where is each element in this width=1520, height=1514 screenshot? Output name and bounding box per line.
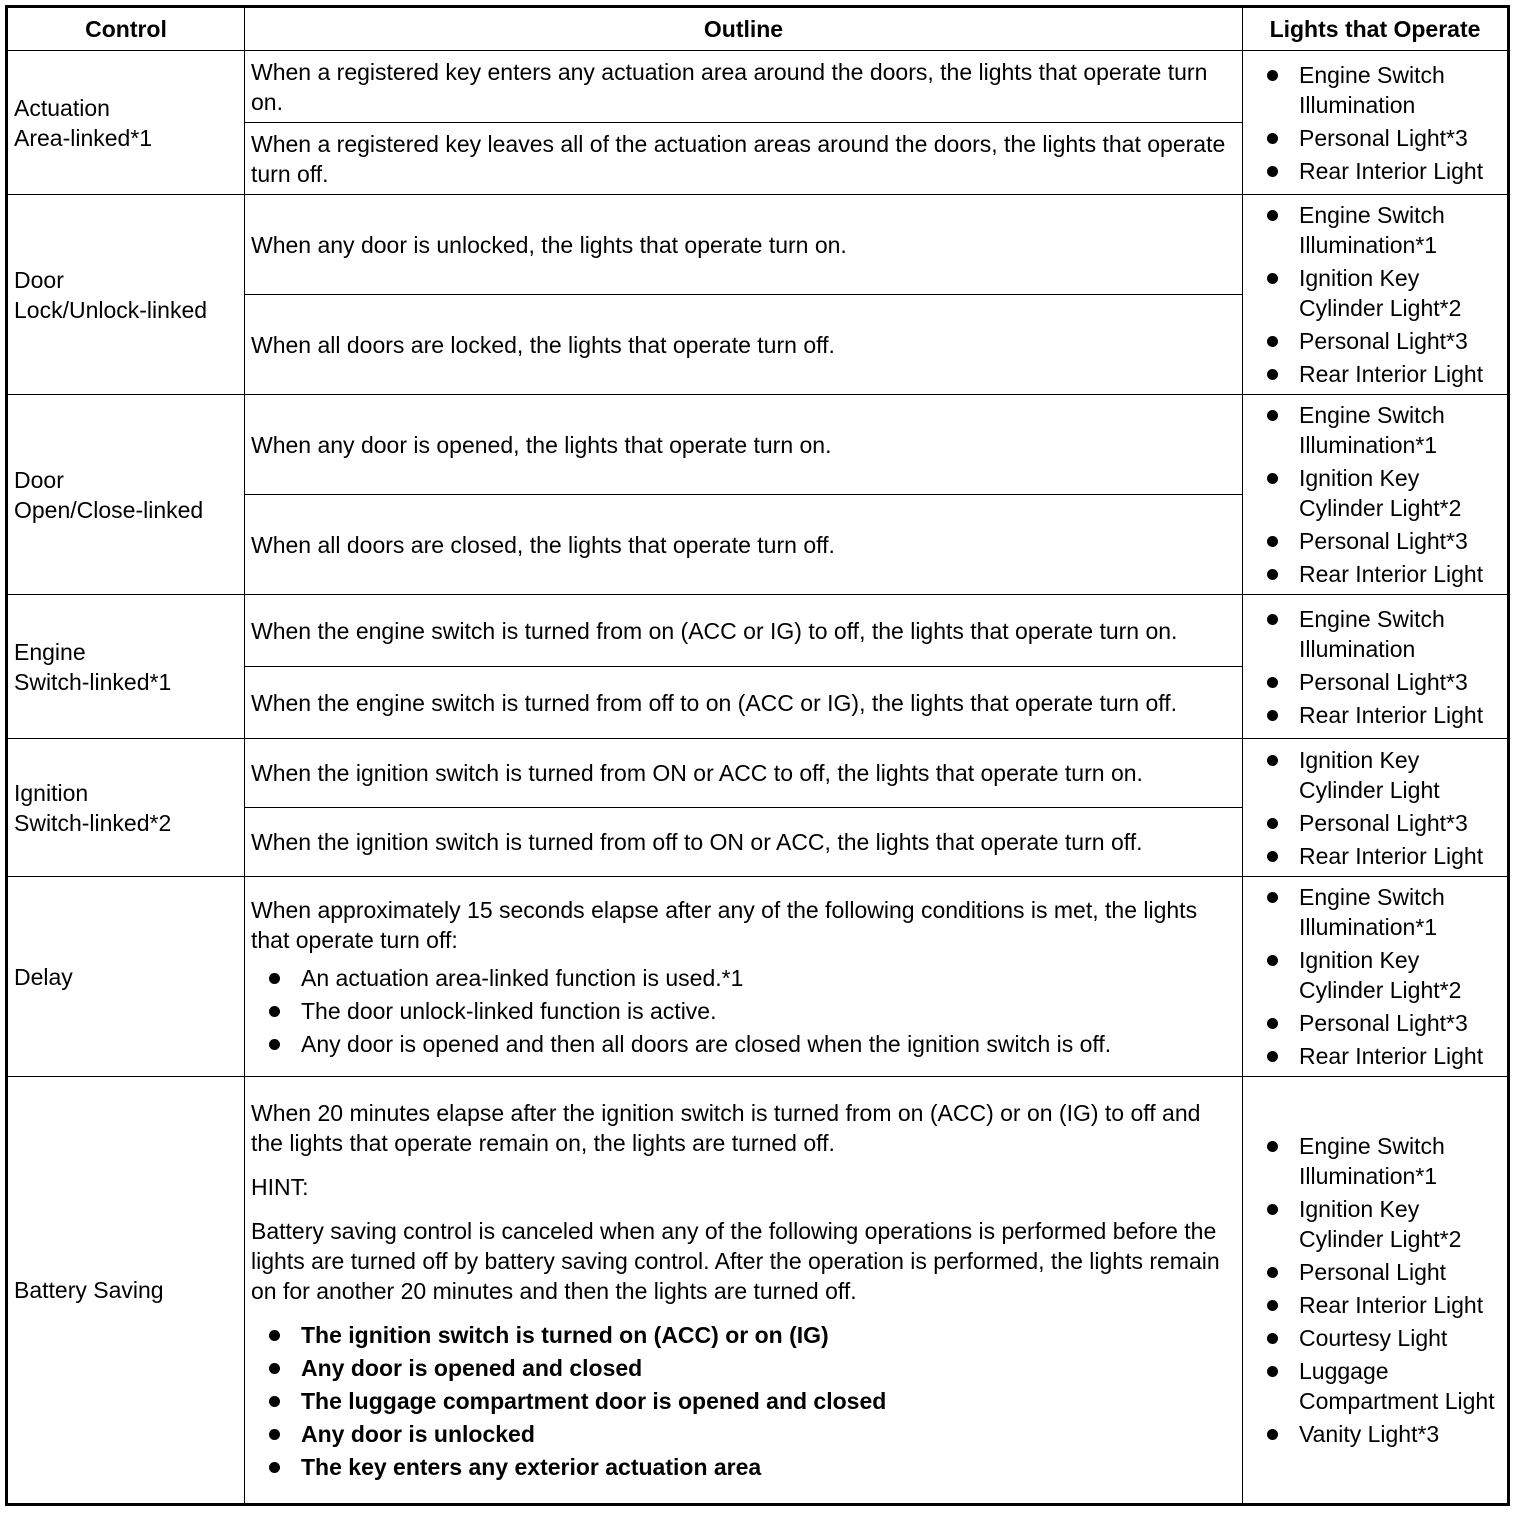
control-label-line: Actuation xyxy=(14,94,110,121)
light-item: Vanity Light*3 xyxy=(1265,1419,1503,1449)
lights-cell xyxy=(1243,739,1509,877)
light-item: Rear Interior Light xyxy=(1265,1290,1503,1320)
operation-item: The key enters any exterior actuation area xyxy=(267,1452,1236,1482)
header-row xyxy=(7,7,1509,51)
outline-cell: When the engine switch is turned from on (ACC or IG) to off, the lights that operate turn on. xyxy=(245,595,1243,667)
lights-cell xyxy=(1243,877,1509,1077)
outline-cell: When the ignition switch is turned from ON or ACC to off, the lights that operate turn on. xyxy=(245,739,1243,808)
battery-hint-text: Battery saving control is canceled when any of the following operations is performed before the lights are turned off by battery saving control. After the operation is performed, the lights remain on for another 20 minutes and then the lights are turned off. xyxy=(251,1218,1220,1304)
light-item: Ignition Key Cylinder Light*2 xyxy=(1265,463,1503,523)
control-cell xyxy=(7,739,245,877)
outline-cell: When a registered key leaves all of the actuation areas around the doors, the lights that operate turn off. xyxy=(245,123,1243,195)
outline-cell: When all doors are locked, the lights that operate turn off. xyxy=(245,295,1243,395)
row-door-open xyxy=(7,395,1509,495)
light-item: Engine Switch Illumination xyxy=(1265,60,1503,120)
row-door-lock xyxy=(7,195,1509,295)
light-item: Personal Light*3 xyxy=(1265,123,1503,153)
light-item: Ignition Key Cylinder Light*2 xyxy=(1265,945,1503,1005)
control-cell xyxy=(7,195,245,395)
hint-label: HINT: xyxy=(251,1174,309,1200)
battery-text: When 20 minutes elapse after the ignition switch is turned from on (ACC) or on (IG) to off and the lights that operate remain on, the lights are turned off. xyxy=(251,1100,1201,1156)
light-item: Courtesy Light xyxy=(1265,1323,1503,1353)
light-item: Ignition Key Cylinder Light xyxy=(1265,745,1503,805)
outline-cell: When the ignition switch is turned from off to ON or ACC, the lights that operate turn off. xyxy=(245,808,1243,877)
header-lights: Lights that Operate xyxy=(1243,7,1509,51)
light-item: Personal Light*3 xyxy=(1265,526,1503,556)
lighting-control-table xyxy=(5,5,1510,1506)
control-cell: Delay xyxy=(7,877,245,1077)
outline-cell: When any door is unlocked, the lights that operate turn on. xyxy=(245,195,1243,295)
control-cell: Battery Saving xyxy=(7,1077,245,1505)
control-label-line: Door xyxy=(14,266,64,293)
header-control: Control xyxy=(7,7,245,51)
outline-cell: When all doors are closed, the lights that operate turn off. xyxy=(245,495,1243,595)
header-outline: Outline xyxy=(245,7,1243,51)
control-label-line: Engine xyxy=(14,638,86,665)
control-label-line: Open/Close-linked xyxy=(14,496,204,523)
light-item: Rear Interior Light xyxy=(1265,841,1503,871)
light-item: Engine Switch Illumination*1 xyxy=(1265,400,1503,460)
delay-text: When approximately 15 seconds elapse after any of the following conditions is met, the lights that operate turn off: xyxy=(251,896,1198,953)
light-item: Personal Light xyxy=(1265,1257,1503,1287)
light-item: Rear Interior Light xyxy=(1265,156,1503,186)
control-label-line: Lock/Unlock-linked xyxy=(14,296,208,323)
control-cell xyxy=(7,51,245,195)
control-label-line: Switch-linked*2 xyxy=(14,809,172,836)
light-item: Engine Switch Illumination*1 xyxy=(1265,882,1503,942)
light-item: Ignition Key Cylinder Light*2 xyxy=(1265,1194,1503,1254)
light-item: Rear Interior Light xyxy=(1265,359,1503,389)
lights-cell xyxy=(1243,51,1509,195)
light-item: Rear Interior Light xyxy=(1265,1041,1503,1071)
light-item: Rear Interior Light xyxy=(1265,700,1503,730)
control-label-line: Door xyxy=(14,466,64,493)
lights-cell xyxy=(1243,595,1509,739)
row-delay xyxy=(7,877,1509,1077)
light-item: Rear Interior Light xyxy=(1265,559,1503,589)
row-ignition-switch xyxy=(7,739,1509,808)
operation-item: Any door is unlocked xyxy=(267,1419,1236,1449)
control-label-line: Ignition xyxy=(14,779,89,806)
outline-cell: When the engine switch is turned from off to on (ACC or IG), the lights that operate turn off. xyxy=(245,667,1243,739)
light-item: Personal Light*3 xyxy=(1265,326,1503,356)
light-item: Personal Light*3 xyxy=(1265,667,1503,697)
light-item: Engine Switch Illumination*1 xyxy=(1265,200,1503,260)
condition-item: An actuation area-linked function is used.*1 xyxy=(267,963,1236,993)
row-engine-switch xyxy=(7,595,1509,667)
operation-item: The luggage compartment door is opened and closed xyxy=(267,1386,1236,1416)
outline-cell: When any door is opened, the lights that operate turn on. xyxy=(245,395,1243,495)
operation-item: Any door is opened and closed xyxy=(267,1353,1236,1383)
light-item: Personal Light*3 xyxy=(1265,808,1503,838)
control-cell xyxy=(7,595,245,739)
condition-item: Any door is opened and then all doors are closed when the ignition switch is off. xyxy=(267,1029,1236,1059)
row-actuation-area xyxy=(7,51,1509,123)
light-item: Personal Light*3 xyxy=(1265,1008,1503,1038)
condition-item: The door unlock-linked function is active. xyxy=(267,996,1236,1026)
outline-cell xyxy=(245,1077,1243,1505)
light-item: Engine Switch Illumination*1 xyxy=(1265,1131,1503,1191)
control-label-line: Area-linked*1 xyxy=(14,124,153,151)
control-label-line: Switch-linked*1 xyxy=(14,668,172,695)
control-cell xyxy=(7,395,245,595)
operation-item: The ignition switch is turned on (ACC) or on (IG) xyxy=(267,1320,1236,1350)
outline-cell: When a registered key enters any actuation area around the doors, the lights that operate turn on. xyxy=(245,51,1243,123)
row-battery-saving xyxy=(7,1077,1509,1505)
lights-cell xyxy=(1243,195,1509,395)
lights-cell xyxy=(1243,395,1509,595)
light-item: Luggage Compartment Light xyxy=(1265,1356,1503,1416)
light-item: Engine Switch Illumination xyxy=(1265,604,1503,664)
light-item: Ignition Key Cylinder Light*2 xyxy=(1265,263,1503,323)
outline-cell xyxy=(245,877,1243,1077)
lights-cell xyxy=(1243,1077,1509,1505)
